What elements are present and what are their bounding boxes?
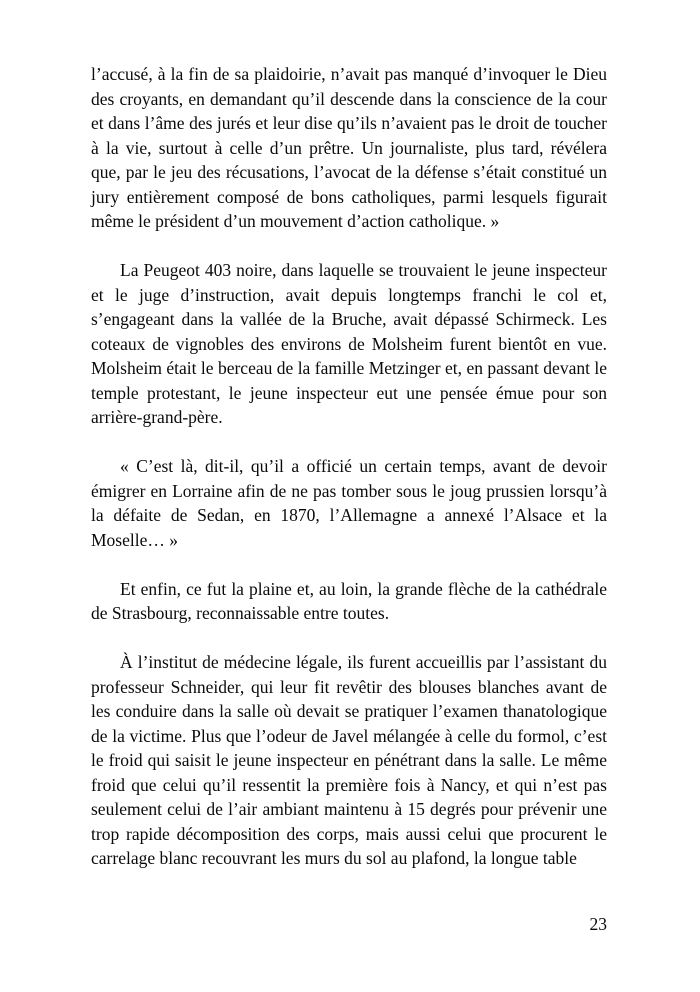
paragraph: La Peugeot 403 noire, dans laquelle se trouvaient le jeune inspecteur et le juge d’instruction, avait depuis longtemps franchi le col et, s’engageant dans la vallée de la Bruche, avait dépassé Schirmeck. Les coteaux de vignobles des environs de Molsheim furent bientôt en vue. Molsheim était le berceau de la famille Metzinger et, en passant devant le temple protestant, le jeune inspecteur eut une pensée émue pour son arrière-grand-père. <box>91 260 607 427</box>
paragraph: À l’institut de médecine légale, ils furent accueillis par l’assistant du professeur Schneider, qui leur fit revêtir des blouses blanches avant de les conduire dans la salle où devait se pratiquer l’examen thanatologique de la victime. Plus que l’odeur de Javel mélangée à celle du formol, c’est le froid qui saisit le jeune inspecteur en pénétrant dans la salle. Le même froid que celui qu’il ressentit la première fois à Nancy, et qui n’est pas seulement celui de l’air ambiant maintenu à 15 degrés pour prévenir une trop rapide décomposition des corps, mais aussi celui que procurent le carrelage blanc recouvrant les murs du sol au plafond, la longue table <box>91 652 607 868</box>
paragraph: « C’est là, dit-il, qu’il a officié un certain temps, avant de devoir émigrer en Lorraine afin de ne pas tomber sous le joug prussien lorsqu’à la défaite de Sedan, en 1870, l’Allemagne a annexé l’Alsace et la Moselle… » <box>91 456 607 550</box>
paragraph: Et enfin, ce fut la plaine et, au loin, la grande flèche de la cathédrale de Strasbourg, reconnaissable entre toutes. <box>91 578 607 623</box>
page-number: 23 <box>589 914 607 934</box>
page-text-body <box>91 62 607 895</box>
paragraph: l’accusé, à la fin de sa plaidoirie, n’avait pas manqué d’invoquer le Dieu des croyants, en demandant qu’il descende dans la conscience de la cour et dans l’âme des jurés et leur dise qu’ils n’avaient pas le droit de toucher à la vie, surtout à celle d’un prêtre. Un journaliste, plus tard, révélera que, par le jeu des récusations, l’avocat de la défense s’était constitué un jury entièrement composé de bons catholiques, parmi lesquels figurait même le président d’un mouvement d’action catholique. » <box>91 64 607 231</box>
